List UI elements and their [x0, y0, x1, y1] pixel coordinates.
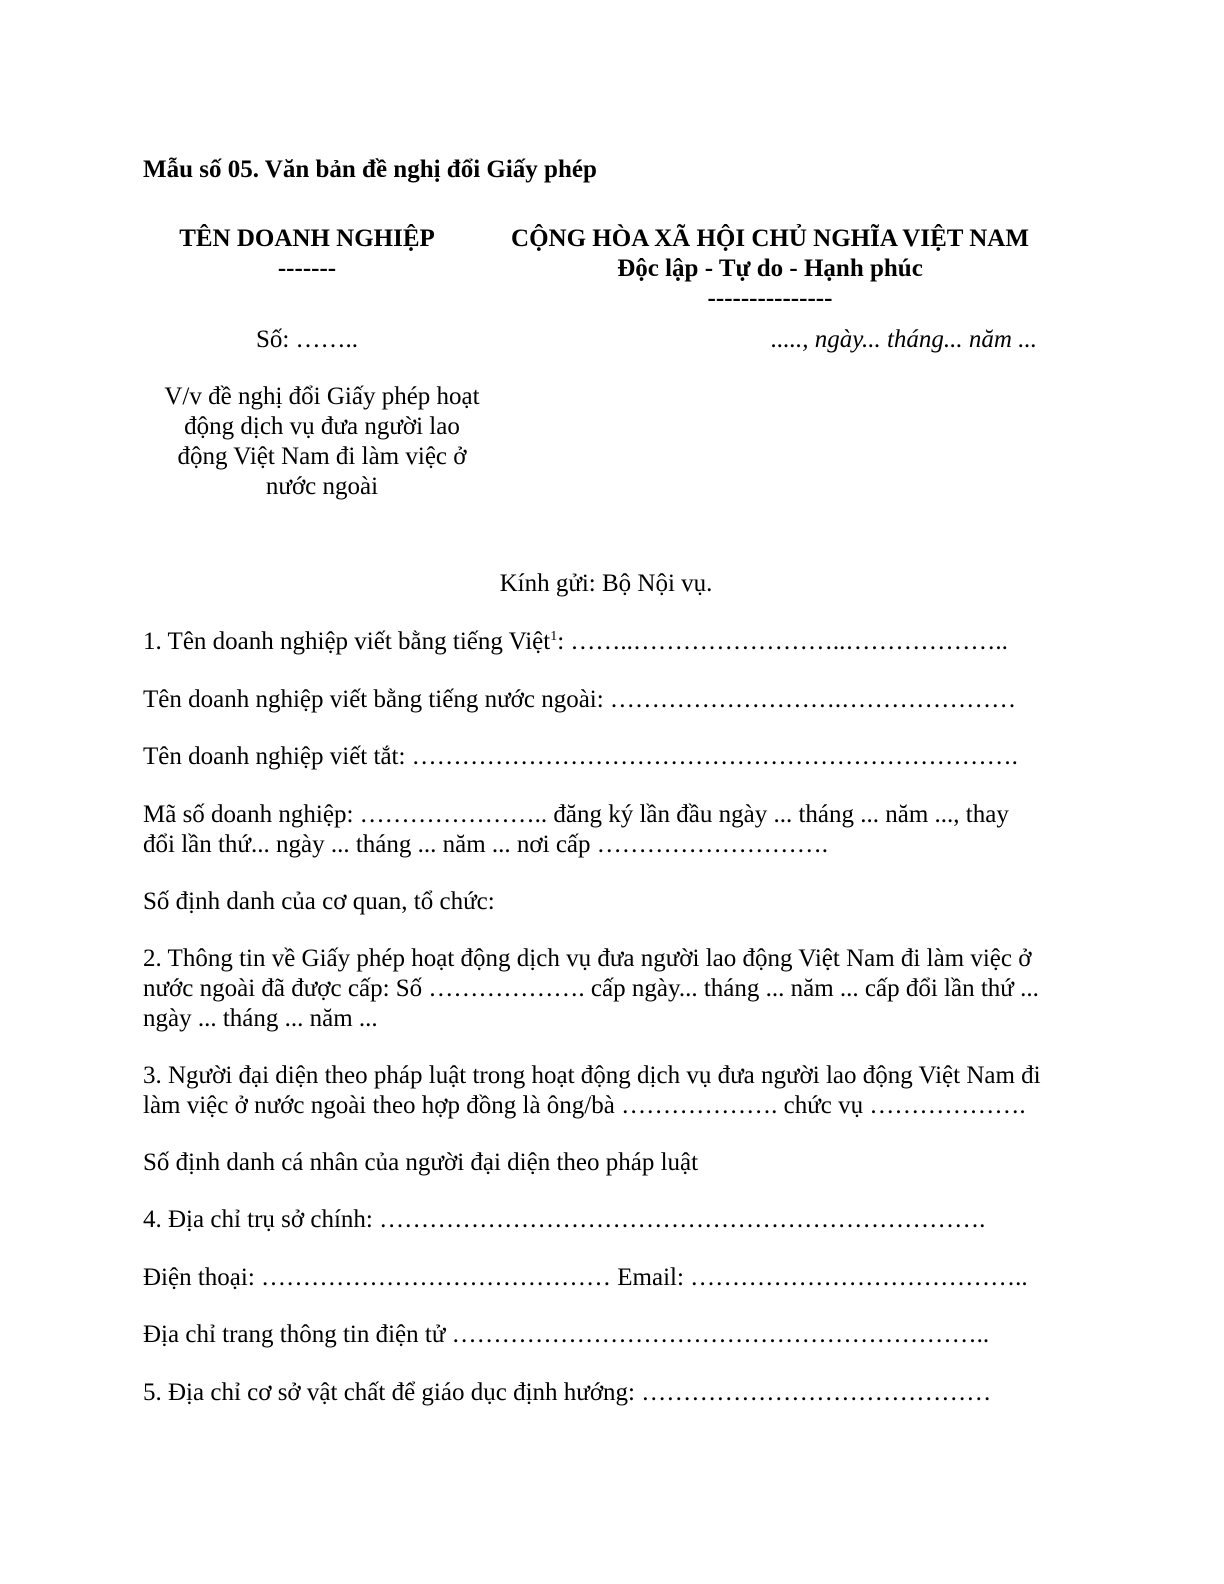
text-line: nước ngoài đã được cấp: Số ………………. cấp ngày... tháng ... năm ... cấp đổi lần thứ ...	[143, 975, 1039, 1002]
subject-block	[122, 382, 522, 502]
item-website: Địa chỉ trang thông tin điện tử ………………………………………………………..	[143, 1321, 990, 1348]
item-head-office-address: 4. Địa chỉ trụ sở chính: ……………………………………………………………….	[143, 1206, 986, 1233]
item-org-id: Số định danh của cơ quan, tổ chức:	[143, 888, 495, 915]
org-divider: -------	[277, 255, 337, 282]
recipient: Kính gửi: Bộ Nội vụ.	[499, 570, 713, 597]
subject-line: nước ngoài	[265, 473, 379, 500]
item-name-short: Tên doanh nghiệp viết tắt: ……………………………………………………………….	[143, 743, 1018, 770]
item-license-info	[143, 944, 1073, 1034]
date-line: ....., ngày... tháng... năm ...	[771, 326, 1037, 353]
text-line: ngày ... tháng ... năm ...	[143, 1005, 378, 1032]
item-name-foreign: Tên doanh nghiệp viết bằng tiếng nước ngoài: ……………………….…………………	[143, 686, 1017, 713]
org-name: TÊN DOANH NGHIỆP	[179, 225, 435, 252]
subject-line: động dịch vụ đưa người lao	[184, 413, 460, 440]
document-number: Số: ……..	[255, 326, 359, 353]
national-motto: Độc lập - Tự do - Hạnh phúc	[617, 255, 923, 282]
item-tax-code	[143, 800, 1073, 860]
country-name: CỘNG HÒA XÃ HỘI CHỦ NGHĨA VIỆT NAM	[511, 225, 1029, 252]
subject-line: động Việt Nam đi làm việc ở	[177, 443, 467, 470]
item-training-facility: 5. Địa chỉ cơ sở vật chất để giáo dục định hướng: ……………………………………	[143, 1379, 992, 1406]
item-legal-representative	[143, 1061, 1073, 1121]
form-title: Mẫu số 05. Văn bản đề nghị đổi Giấy phép	[143, 156, 597, 183]
item-name-vietnamese	[143, 627, 1073, 657]
text-line: Mã số doanh nghiệp: ………………….. đăng ký lần đầu ngày ... tháng ... năm ..., thay	[143, 801, 1009, 828]
item-label: 1. Tên doanh nghiệp viết bằng tiếng Việt	[143, 628, 551, 655]
subject-line: V/v đề nghị đổi Giấy phép hoạt	[164, 383, 480, 410]
text-line: 2. Thông tin về Giấy phép hoạt động dịch vụ đưa người lao động Việt Nam đi làm việc ở	[143, 945, 1032, 972]
item-value: : ……..……………………..………………..	[557, 628, 1008, 655]
item-representative-id: Số định danh cá nhân của người đại diện theo pháp luật	[143, 1149, 699, 1176]
text-line: làm việc ở nước ngoài theo hợp đồng là ông/bà ………………. chức vụ ……………….	[143, 1092, 1026, 1119]
text-line: đổi lần thứ... ngày ... tháng ... năm ... nơi cấp ……………………….	[143, 831, 829, 858]
motto-divider: ---------------	[707, 285, 833, 312]
text-line: 3. Người đại diện theo pháp luật trong hoạt động dịch vụ đưa người lao động Việt Nam đi	[143, 1062, 1041, 1089]
item-phone-email: Điện thoại: …………………………………… Email: …………………………………..	[143, 1264, 1028, 1291]
footnote-marker: 1	[550, 629, 558, 644]
